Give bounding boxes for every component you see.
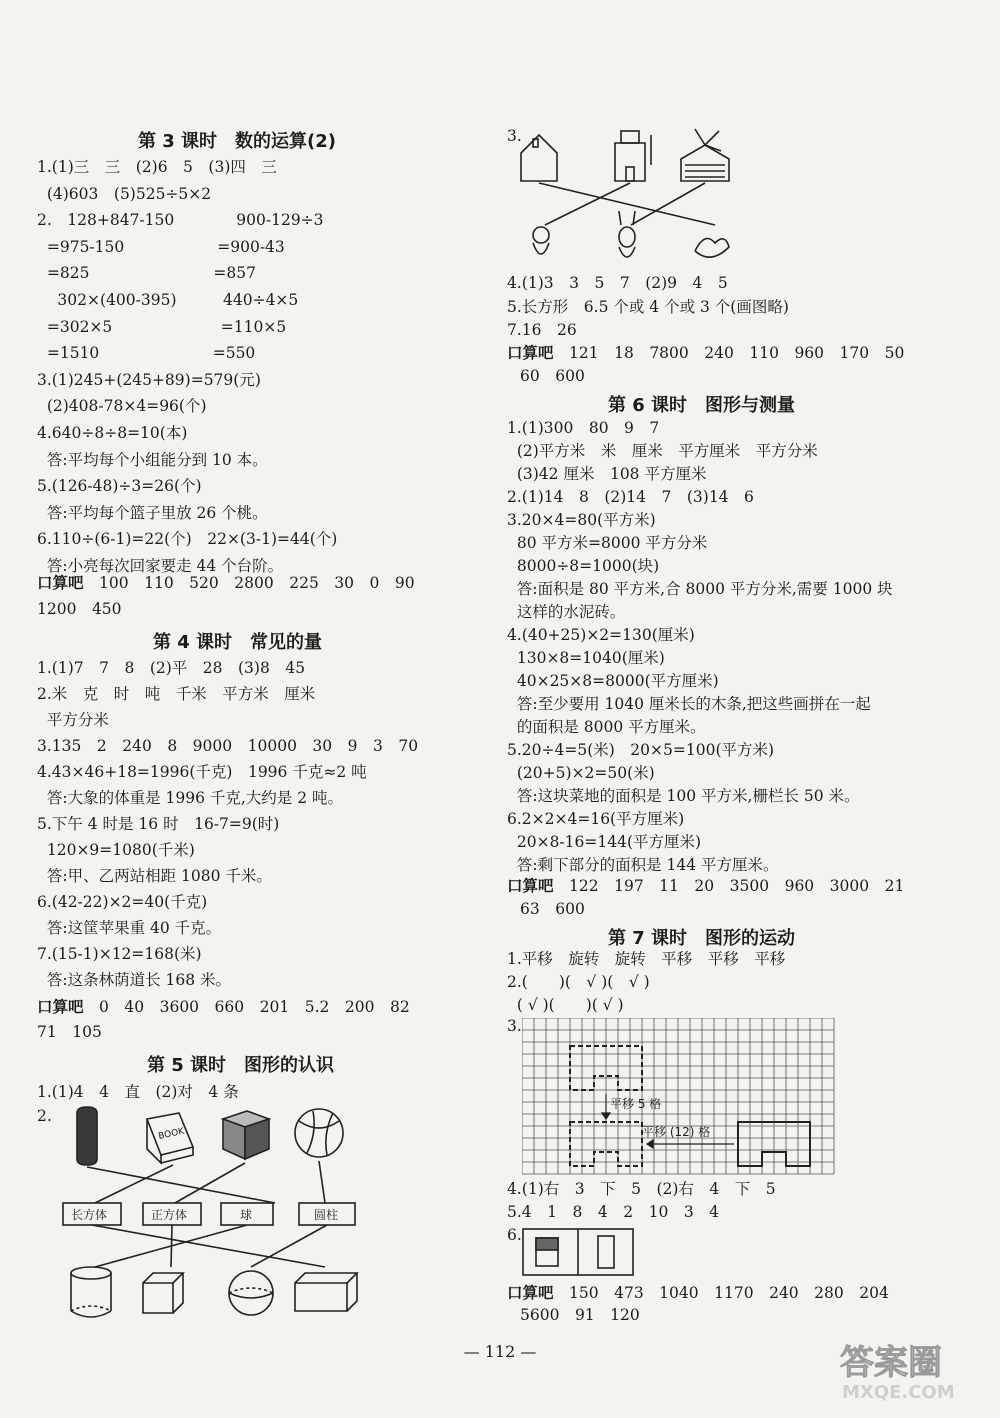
section-3-title: 第 3 课时 数的运算(2): [138, 131, 337, 152]
s3-line: 5.(126-48)÷3=26(个): [37, 477, 202, 496]
label-cube: 正方体: [151, 1208, 188, 1222]
s6-line: 的面积是 8000 平方厘米。: [507, 718, 706, 736]
watermark-logo: [832, 1334, 982, 1404]
ra-line: 7.16 26: [507, 321, 577, 339]
kou-suan-row-5: 口算吧 150 473 1040 1170 240 280 204: [507, 1284, 889, 1302]
s4-line: 1.(1)7 7 8 (2)平 28 (3)8 45: [37, 659, 306, 677]
s3-line: =1510 =550: [37, 344, 256, 363]
svg-text:答案圈: 答案圈: [840, 1343, 942, 1383]
r-q3: 3.: [507, 127, 522, 145]
kou-suan-label: 口算吧: [507, 1284, 554, 1302]
s6-line: 1.(1)300 80 9 7: [507, 419, 660, 437]
s4-line: 3.135 2 240 8 9000 10000 30 9 3 70: [37, 737, 419, 755]
kou-suan-label: 口算吧: [507, 877, 554, 895]
section-5-title: 第 5 课时 图形的认识: [147, 1055, 335, 1076]
s3-line: =302×5 =110×5: [37, 317, 287, 336]
s6-line: 答:面积是 80 平方米,合 8000 平方分米,需要 1000 块: [507, 580, 893, 598]
s7-line: 2.( )( √ )( √ ): [507, 973, 650, 991]
figure-q6: [522, 1228, 634, 1276]
s3-line: 3.(1)245+(245+89)=579(元): [37, 370, 261, 389]
s3-line: 6.110÷(6-1)=22(个) 22×(3-1)=44(个): [37, 530, 338, 549]
s4-line: 答:甲、乙两站相距 1080 千米。: [37, 867, 272, 885]
rb-line: 4.(1)右 3 下 5 (2)右 4 下 5: [507, 1180, 776, 1198]
kou-suan-row-5b: 5600 91 120: [520, 1306, 640, 1324]
s7-line: 1.平移 旋转 旋转 平移 平移 平移: [507, 950, 786, 968]
kou-suan-label: 口算吧: [37, 574, 84, 592]
rb-line: 6.: [507, 1226, 522, 1244]
s3-line: 答:平均每个篮子里放 26 个桃。: [37, 503, 268, 522]
s7-line: ( √ )( )( √ ): [507, 996, 624, 1014]
translation-grid: [522, 1018, 840, 1176]
s5-q2: 2.: [37, 1107, 52, 1125]
s4-line: 7.(15-1)×12=168(米): [37, 945, 202, 963]
kou-suan-row-4: 口算吧 122 197 11 20 3500 960 3000 21: [507, 877, 905, 895]
section-6-title: 第 6 课时 图形与测量: [608, 395, 796, 416]
s6-line: (3)42 厘米 108 平方厘米: [507, 465, 707, 483]
s6-line: 130×8=1040(厘米): [507, 649, 665, 667]
kou-suan-row-2b: 71 105: [37, 1023, 102, 1041]
s3-line: 4.640÷8÷8=10(本): [37, 424, 188, 442]
s6-line: (2)平方米 米 厘米 平方厘米 平方分米: [507, 442, 818, 460]
s6-line: 5.20÷4=5(米) 20×5=100(平方米): [507, 741, 775, 759]
s4-line: 4.43×46+18=1996(千克) 1996 千克≈2 吨: [37, 763, 367, 781]
s3-line: 答:平均每个小组能分到 10 本。: [37, 450, 268, 469]
svg-text:MXQE.COM: MXQE.COM: [842, 1382, 955, 1403]
kou-suan-row-3b: 60 600: [520, 367, 585, 385]
label-cylinder: 圆柱: [314, 1208, 339, 1222]
section-7-title: 第 7 课时 图形的运动: [608, 928, 796, 949]
s3-line: 1.(1)三 三 (2)6 5 (3)四 三: [37, 158, 277, 176]
grid-label-12: 平移 (12) 格: [642, 1125, 711, 1139]
s3-line: (4)603 (5)525÷5×2: [37, 184, 212, 203]
s5-q1: 1.(1)4 4 直 (2)对 4 条: [37, 1083, 239, 1101]
s6-line: 80 平方米=8000 平方分米: [507, 534, 708, 552]
s3-line: 302×(400-395) 440÷4×5: [37, 291, 299, 309]
s4-line: 120×9=1080(千米): [37, 841, 195, 859]
svg-text:BOOK: BOOK: [157, 1126, 186, 1142]
r-q3b: 3.: [507, 1017, 522, 1035]
s3-line: 答:小亮每次回家要走 44 个台阶。: [37, 557, 284, 575]
rb-line: 5.4 1 8 4 2 10 3 4: [507, 1203, 720, 1221]
s6-line: (20+5)×2=50(米): [507, 764, 655, 782]
s6-line: 答:剩下部分的面积是 144 平方厘米。: [507, 856, 779, 874]
s3-line: 2. 128+847-150 900-129÷3: [37, 211, 324, 230]
section-4-title: 第 4 课时 常见的量: [153, 632, 323, 653]
s4-line: 答:这条林荫道长 168 米。: [37, 971, 232, 989]
page-number: — 112 —: [463, 1342, 537, 1361]
s6-line: 2.(1)14 8 (2)14 7 (3)14 6: [507, 488, 754, 506]
s4-line: 答:大象的体重是 1996 千克,大约是 2 吨。: [37, 789, 344, 807]
kou-suan-row-1b: 1200 450: [37, 600, 122, 618]
label-sphere: 球: [240, 1208, 253, 1222]
s4-line: 6.(42-22)×2=40(千克): [37, 893, 208, 911]
s6-line: 8000÷8=1000(块): [507, 557, 660, 575]
solids-matching-diagram: [55, 1105, 365, 1325]
s6-line: 这样的水泥砖。: [507, 603, 626, 621]
s6-line: 6.2×2×4=16(平方厘米): [507, 810, 685, 828]
kou-suan-label: 口算吧: [37, 998, 84, 1016]
s3-line: (2)408-78×4=96(个): [37, 397, 207, 416]
s6-line: 答:这块菜地的面积是 100 平方米,栅栏长 50 米。: [507, 787, 860, 805]
kou-suan-label: 口算吧: [507, 344, 554, 362]
ra-line: 5.长方形 6.5 个或 4 个或 3 个(画图略): [507, 297, 789, 316]
s6-line: 20×8-16=144(平方厘米): [507, 833, 702, 851]
s3-line: =975-150 =900-43: [37, 237, 285, 256]
s4-line: 2.米 克 时 吨 千米 平方米 厘米: [37, 685, 316, 703]
s6-line: 4.(40+25)×2=130(厘米): [507, 626, 695, 644]
s4-line: 5.下午 4 时是 16 时 16-7=9(时): [37, 815, 280, 833]
s4-line: 平方分米: [37, 711, 109, 729]
s6-line: 3.20×4=80(平方米): [507, 511, 656, 529]
houses-animals-diagram: [515, 125, 755, 270]
kou-suan-row-2: 口算吧 0 40 3600 660 201 5.2 200 82: [37, 998, 410, 1016]
kou-suan-row-4b: 63 600: [520, 900, 585, 918]
kou-suan-row-1: 口算吧 100 110 520 2800 225 30 0 90: [37, 574, 415, 592]
grid-label-5: 平移 5 格: [610, 1097, 662, 1111]
kou-suan-row-3: 口算吧 121 18 7800 240 110 960 170 50: [507, 344, 905, 362]
label-cuboid: 长方体: [71, 1208, 108, 1222]
ra-line: 4.(1)3 3 5 7 (2)9 4 5: [507, 274, 728, 292]
s4-line: 答:这筐苹果重 40 千克。: [37, 919, 222, 937]
s3-line: =825 =857: [37, 264, 256, 283]
s6-line: 答:至少要用 1040 厘米长的木条,把这些画拼在一起: [507, 695, 871, 713]
s6-line: 40×25×8=8000(平方厘米): [507, 672, 719, 690]
